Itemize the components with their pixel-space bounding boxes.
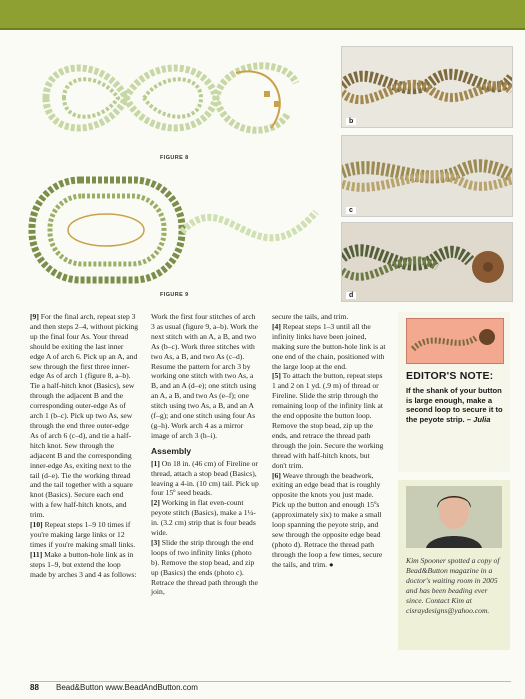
author-bio-text: Kim Spooner spotted a copy of Bead&Button magazine in a doctor's waiting room in 2005 and has been beading ever since. Contact Kim at cisraydesigns@yahoo.com.	[406, 556, 500, 615]
editors-note-text: If the shank of your button is large enough, make a second loop to secure it to the peyote strip.	[406, 386, 503, 424]
step-number: [9]	[30, 312, 39, 321]
step-text: To attach the button, repeat steps 1 and 2 on 1 yd. (.9 m) of thread or Fireline. Slide the strip through the remaining loop of the infinity link at the end opposite the button loop. Remove the stop bead, zip up the ends, and retrace the thread path through the join. Secure the working thread with half-hitch knots, but don't trim.	[272, 371, 384, 470]
step-text: Make a button-hole link as in steps 1–9, but extend the loop made by arches 3 and 4 as follows:	[30, 549, 137, 579]
step-paragraph	[151, 459, 261, 499]
editors-note-body	[406, 386, 506, 424]
page-footer	[0, 676, 525, 699]
photo-c	[341, 135, 513, 217]
step-number: [1]	[151, 458, 160, 468]
beadwork-photo-c	[342, 136, 512, 216]
step-text: Working in flat even-count peyote stitch (Basics), make a 1¼-in. (3.2 cm) strip that is four beads wide.	[151, 498, 256, 538]
photo-c-label: c	[346, 207, 356, 214]
step-paragraph	[151, 538, 261, 597]
step-paragraph	[30, 520, 138, 550]
text-column-3	[272, 312, 386, 570]
page-number: 88	[30, 683, 39, 692]
step-text: Repeat steps 1–9 10 times if you're making large links or 12 times if you're making small links.	[30, 520, 136, 549]
beadwork-photo-d	[342, 223, 512, 301]
step-paragraph	[151, 498, 261, 538]
step-text: Repeat steps 1–3 until all the infinity links have been joined, making sure the button-hole link is at one end of the chain, positioned with the large loop at the end.	[272, 321, 386, 371]
top-color-band	[0, 0, 525, 30]
step-text: Slide the strip through the end loops of two infinity links (photo b). Remove the stop bead, and zip up (Basics) the ends (photo c). Retrace the thread path through the join,	[151, 537, 258, 597]
figure-8-caption: FIGURE 8	[160, 155, 189, 161]
editors-note-signature: – Julia	[466, 414, 491, 424]
beadwork-closeup	[407, 319, 503, 363]
assembly-heading: Assembly	[151, 445, 192, 456]
author-bio-box	[398, 480, 510, 650]
figure-9-diagram	[26, 172, 320, 288]
step-text: For the final arch, repeat step 3 and then steps 2–4, without picking up the final four As. Your thread should be exiting the last inner edge A of arch 6. Pick up an A, and sew through the first three inner-edge As of arch 1 (figure 8, a–b). Tie a half-hitch knot (Basics), sew through the adjacent B and the corresponding outer-edge As of arch 1 (b–c). Pick up two As, sew through the end three outer-edge As of arch 6 (c–d), and tie a half-hitch knot. Sew through the adjacent B and the corresponding inner-edge As, exiting next to the tail (d–e). Tie the working thread and the tail together with a square knot (Basics). Secure each end with a few half-hitch knots, and trim.	[30, 312, 138, 520]
step-number: [5]	[272, 371, 281, 381]
step-paragraph	[30, 312, 138, 520]
intro-paragraph: secure the tails, and trim.	[272, 312, 349, 321]
text-column-2	[151, 312, 261, 597]
step-text: On 18 in. (46 cm) of Fireline or thread, attach a stop bead (Basics), leaving a 4-in. (10 cm) tail. Pick up four 15º seed beads.	[151, 458, 259, 498]
photo-b-label: b	[346, 118, 356, 125]
photo-b	[341, 46, 513, 128]
intro-paragraph: Work the first four stitches of arch 3 as usual (figure 9, a–b). Work the next stitch with an A, a B, and two As (b–c). Work three stitches with two As, a B, and two As (c–d). Resume the pattern for arch 3 by working one stitch with two As, a B, and an A (d–e); one stitch using an A, a B, and two As (e–f); one stitch using two As, a B, and an A (f–g); and one stitch using four As (g–h). Work arch 4 as a mirror image of arch 3 (h–i).	[151, 312, 259, 440]
editors-note-box	[398, 312, 510, 472]
magazine-footer-text: Bead&Button www.BeadAndButton.com	[56, 683, 198, 692]
step-number: [4]	[272, 321, 281, 331]
figure-9-caption: FIGURE 9	[160, 292, 189, 298]
step-paragraph	[272, 322, 386, 372]
step-number: [10]	[30, 520, 43, 530]
step-text: Weave through the beadwork, exiting an edge bead that is roughly opposite the knots you just made. Pick up the button and enough 15ºs (approximately six) to make a small loop spanning the peyote strip, and sew through the opposite edge bead (photo d). Retrace the thread path through the loop a few times, secure the tails, and trim. ●	[272, 470, 383, 569]
step-number: [6]	[272, 470, 281, 480]
step-paragraph	[272, 371, 386, 470]
beadwork-photo-b	[342, 47, 512, 127]
step-number: [11]	[30, 549, 43, 559]
step-paragraph	[272, 471, 386, 570]
footer-rule	[30, 681, 511, 682]
author-portrait	[406, 486, 502, 548]
editors-note-title: EDITOR'S NOTE:	[406, 370, 494, 382]
button-closeup-photo	[406, 318, 504, 364]
photo-d-label: d	[346, 292, 356, 299]
step-paragraph	[30, 550, 138, 580]
text-column-1	[30, 312, 138, 579]
photo-d	[341, 222, 513, 302]
author-photo	[406, 486, 502, 548]
step-number: [3]	[151, 537, 160, 547]
step-number: [2]	[151, 498, 160, 508]
figure-8-diagram	[26, 43, 320, 153]
